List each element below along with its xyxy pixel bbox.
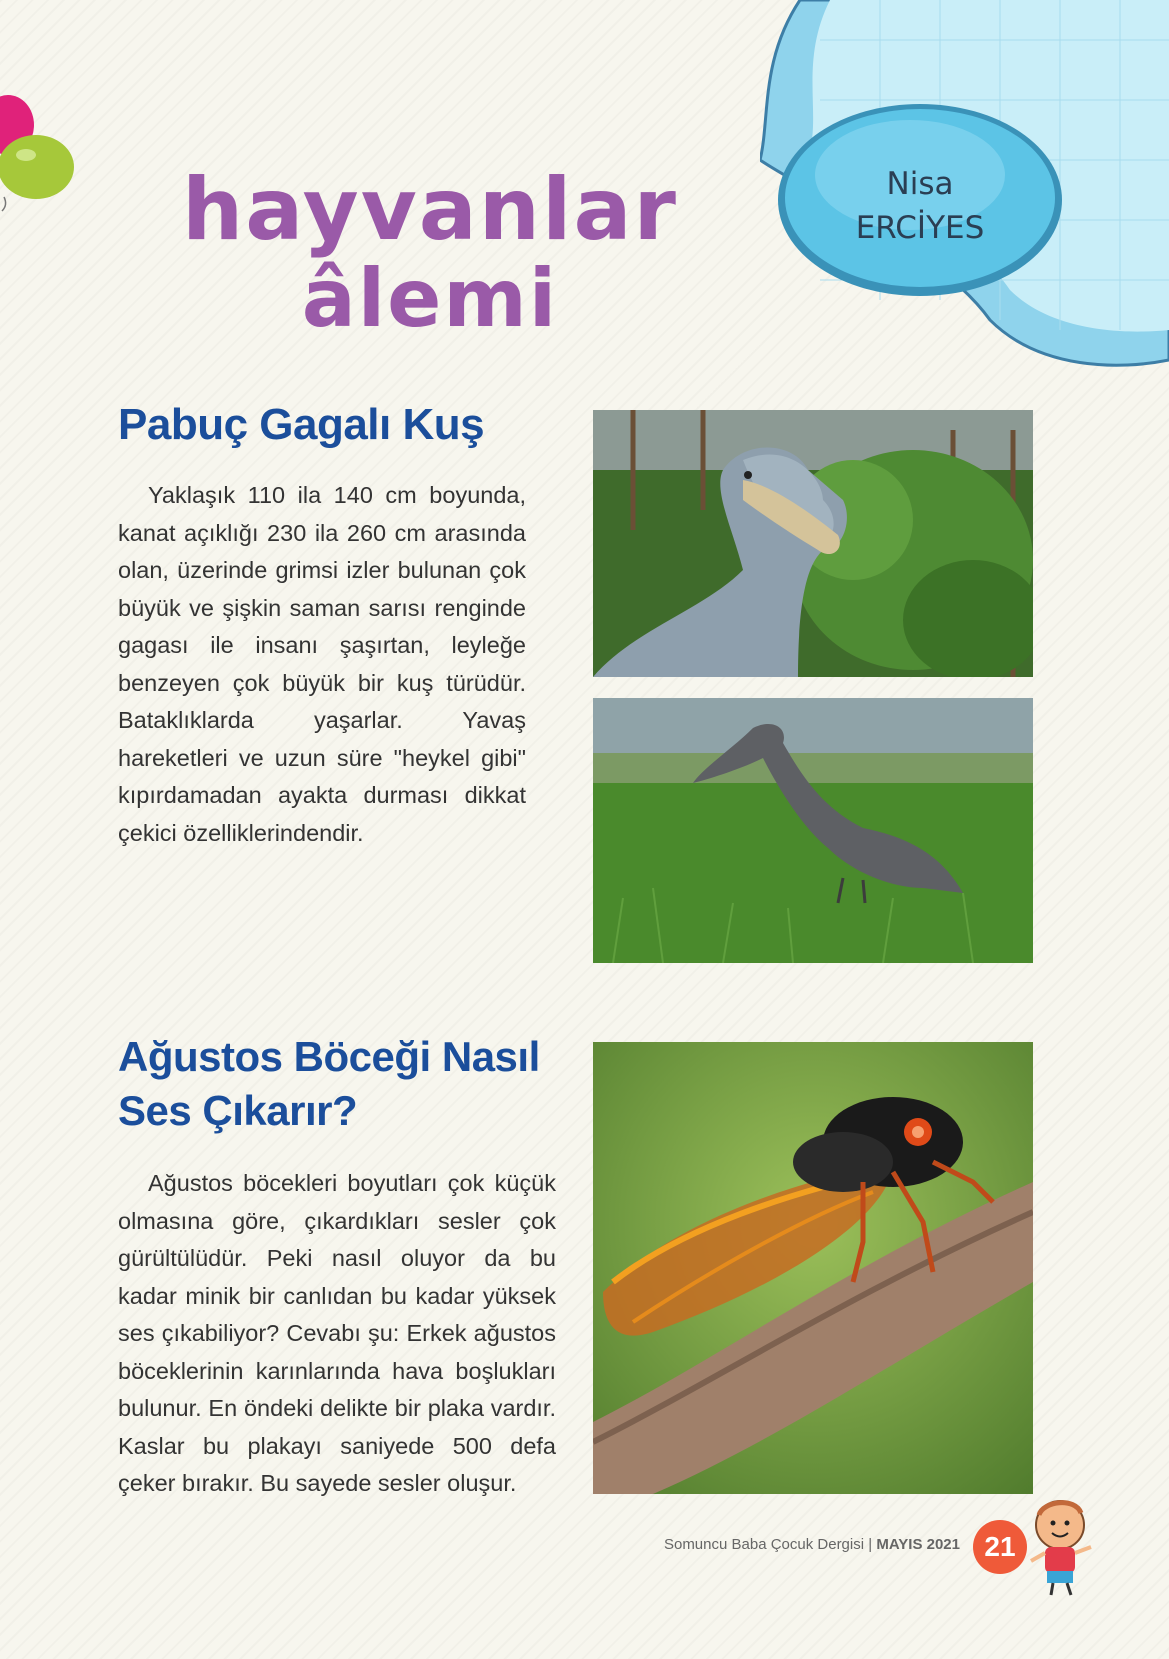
shoebill-photo-grass — [593, 698, 1033, 963]
footer-credit — [650, 1536, 960, 1553]
section1-heading: Pabuç Gagalı Kuş — [118, 400, 485, 449]
mascot-kid-icon — [1025, 1495, 1105, 1605]
section2-heading — [118, 1030, 540, 1138]
section2-body: Ağustos böcekleri boyutları çok küçük olmasına göre, çıkardıkları sesler çok gürültülüdür. Peki nasıl oluyor da bu kadar minik bir canlıdan bu kadar yüksek ses çıkabiliyor? Cevabı şu: Erkek ağustos böceklerinin karınlarında hava boşlukları bulunur. En öndeki delikte bir plaka vardır. Kaslar bu plakayı saniyede 500 defa çeker bırakır. Bu sayede sesler oluşur. — [118, 1170, 556, 1496]
footer-issue: MAYIS 2021 — [876, 1536, 960, 1553]
author-last-name: ERCİYES — [855, 210, 985, 246]
footer-magazine: Somuncu Baba Çocuk Dergisi — [663, 1536, 865, 1553]
shoebill-photo-closeup — [593, 410, 1033, 677]
page-title-line1: hayvanlar — [182, 160, 678, 260]
author-name — [810, 162, 1030, 250]
page-title — [115, 160, 745, 345]
section1-body: Yaklaşık 110 ila 140 cm boyunda, kanat açıklığı 230 ila 260 cm arasında olan, üzerinde grimsi izler bulunan çok büyük ve şişkin saman sarısı renginde gagası ile insanı şaşırtan, leyleğe benzeyen çok büyük bir kuş türüdür. Bataklıklarda yaşarlar. Yavaş hareketleri ve uzun süre "heykel gibi" kıpırdamadan ayakta durması dikkat çekici özelliklerindendir. — [118, 482, 526, 846]
section2-heading-line2: Ses Çıkarır? — [118, 1087, 358, 1134]
cicada-photo — [593, 1042, 1033, 1494]
footer-separator: | — [868, 1536, 873, 1553]
section2-heading-line1: Ağustos Böceği Nasıl — [118, 1033, 540, 1080]
balloons-decoration — [0, 95, 80, 215]
page-number-badge — [973, 1520, 1027, 1574]
page-number: 21 — [984, 1531, 1016, 1562]
author-first-name: Nisa — [886, 166, 954, 202]
page-title-line2: âlemi — [301, 252, 559, 345]
